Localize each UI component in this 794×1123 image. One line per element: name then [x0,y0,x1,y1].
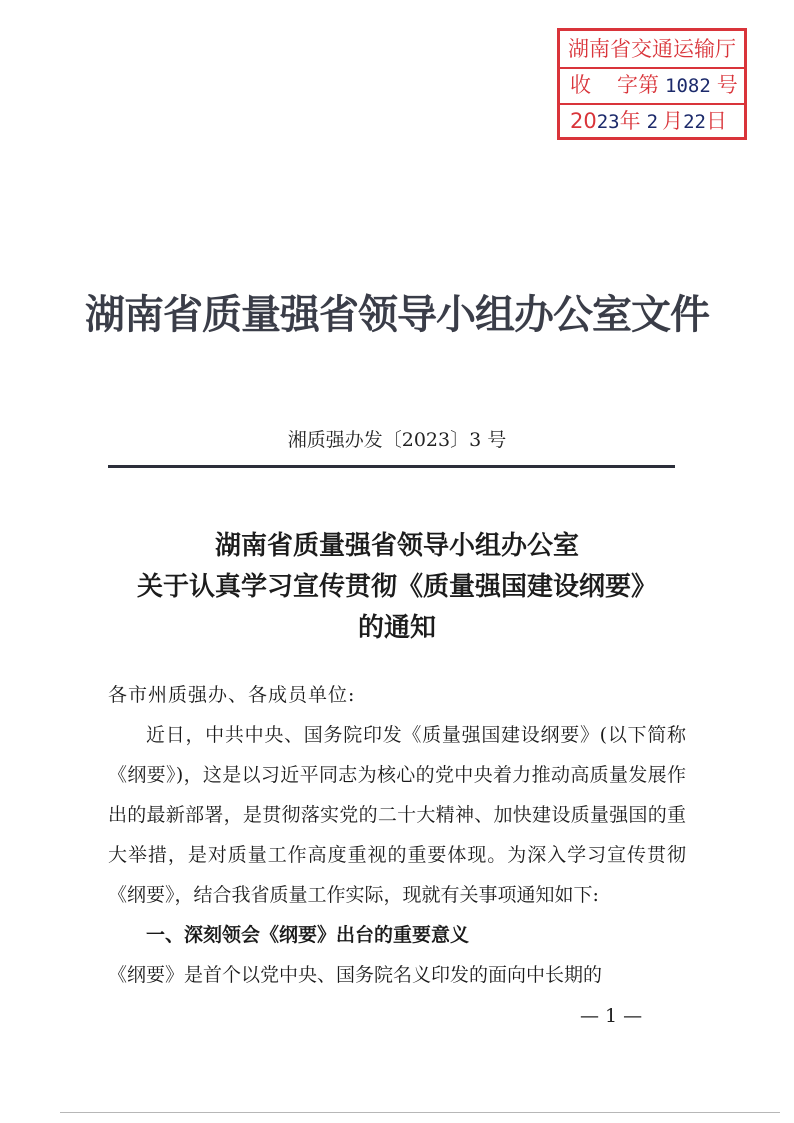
body-paragraph: 近日，中共中央、国务院印发《质量强国建设纲要》(以下简称《纲要》)，这是以习近平同志为核心的党中央着力推动高质量发展作出的最新部署，是贯彻落实党的二十大精神、加快建设质量强国的重大举措，是对质量工作高度重视的重要体现。为深入学习宣传贯彻《纲要》，结合我省质量工作实际，现就有关事项通知如下: [108,724,686,906]
addressee: 各市州质强办、各成员单位: [108,684,356,706]
receipt-stamp [557,28,747,140]
stamp-date-month: 2 [646,111,659,133]
document-number: 湘质强办发〔2023〕3 号 [287,429,507,451]
stamp-number-label: 字第 [617,73,659,97]
stamp-date-row [560,103,744,139]
notice-title-line: 关于认真学习宣传贯彻《质量强国建设纲要》 [136,572,657,602]
body-paragraph: 《纲要》是首个以党中央、国务院名义印发的面向中长期的 [108,964,603,986]
page-number: — 1 — [580,1005,643,1027]
stamp-date-day: 22 [683,111,706,133]
stamp-month-label: 月 [662,109,684,133]
stamp-agency-name: 湖南省交通运输厅 [560,31,744,69]
notice-title [0,526,794,649]
stamp-day-label: 日 [705,109,727,133]
stamp-number-value: 1082 [665,75,711,97]
stamp-date-prefix: 20 [570,109,597,133]
stamp-number-suffix: 号 [716,73,738,97]
notice-title-line: 湖南省质量强省领导小组办公室 [214,531,579,561]
document-body [108,675,686,995]
document-header-title: 湖南省质量强省领导小组办公室文件 [85,292,709,338]
header-divider [108,465,675,468]
page-bottom-line [60,1112,780,1113]
stamp-receipt-number-row [560,67,744,105]
stamp-date-year: 23 [596,111,620,133]
stamp-year-label: 年 [619,109,641,133]
section-heading: 一、深刻领会《纲要》出台的重要意义 [146,924,470,946]
stamp-receive-label: 收 [570,73,591,97]
notice-title-line: 的通知 [357,613,436,643]
